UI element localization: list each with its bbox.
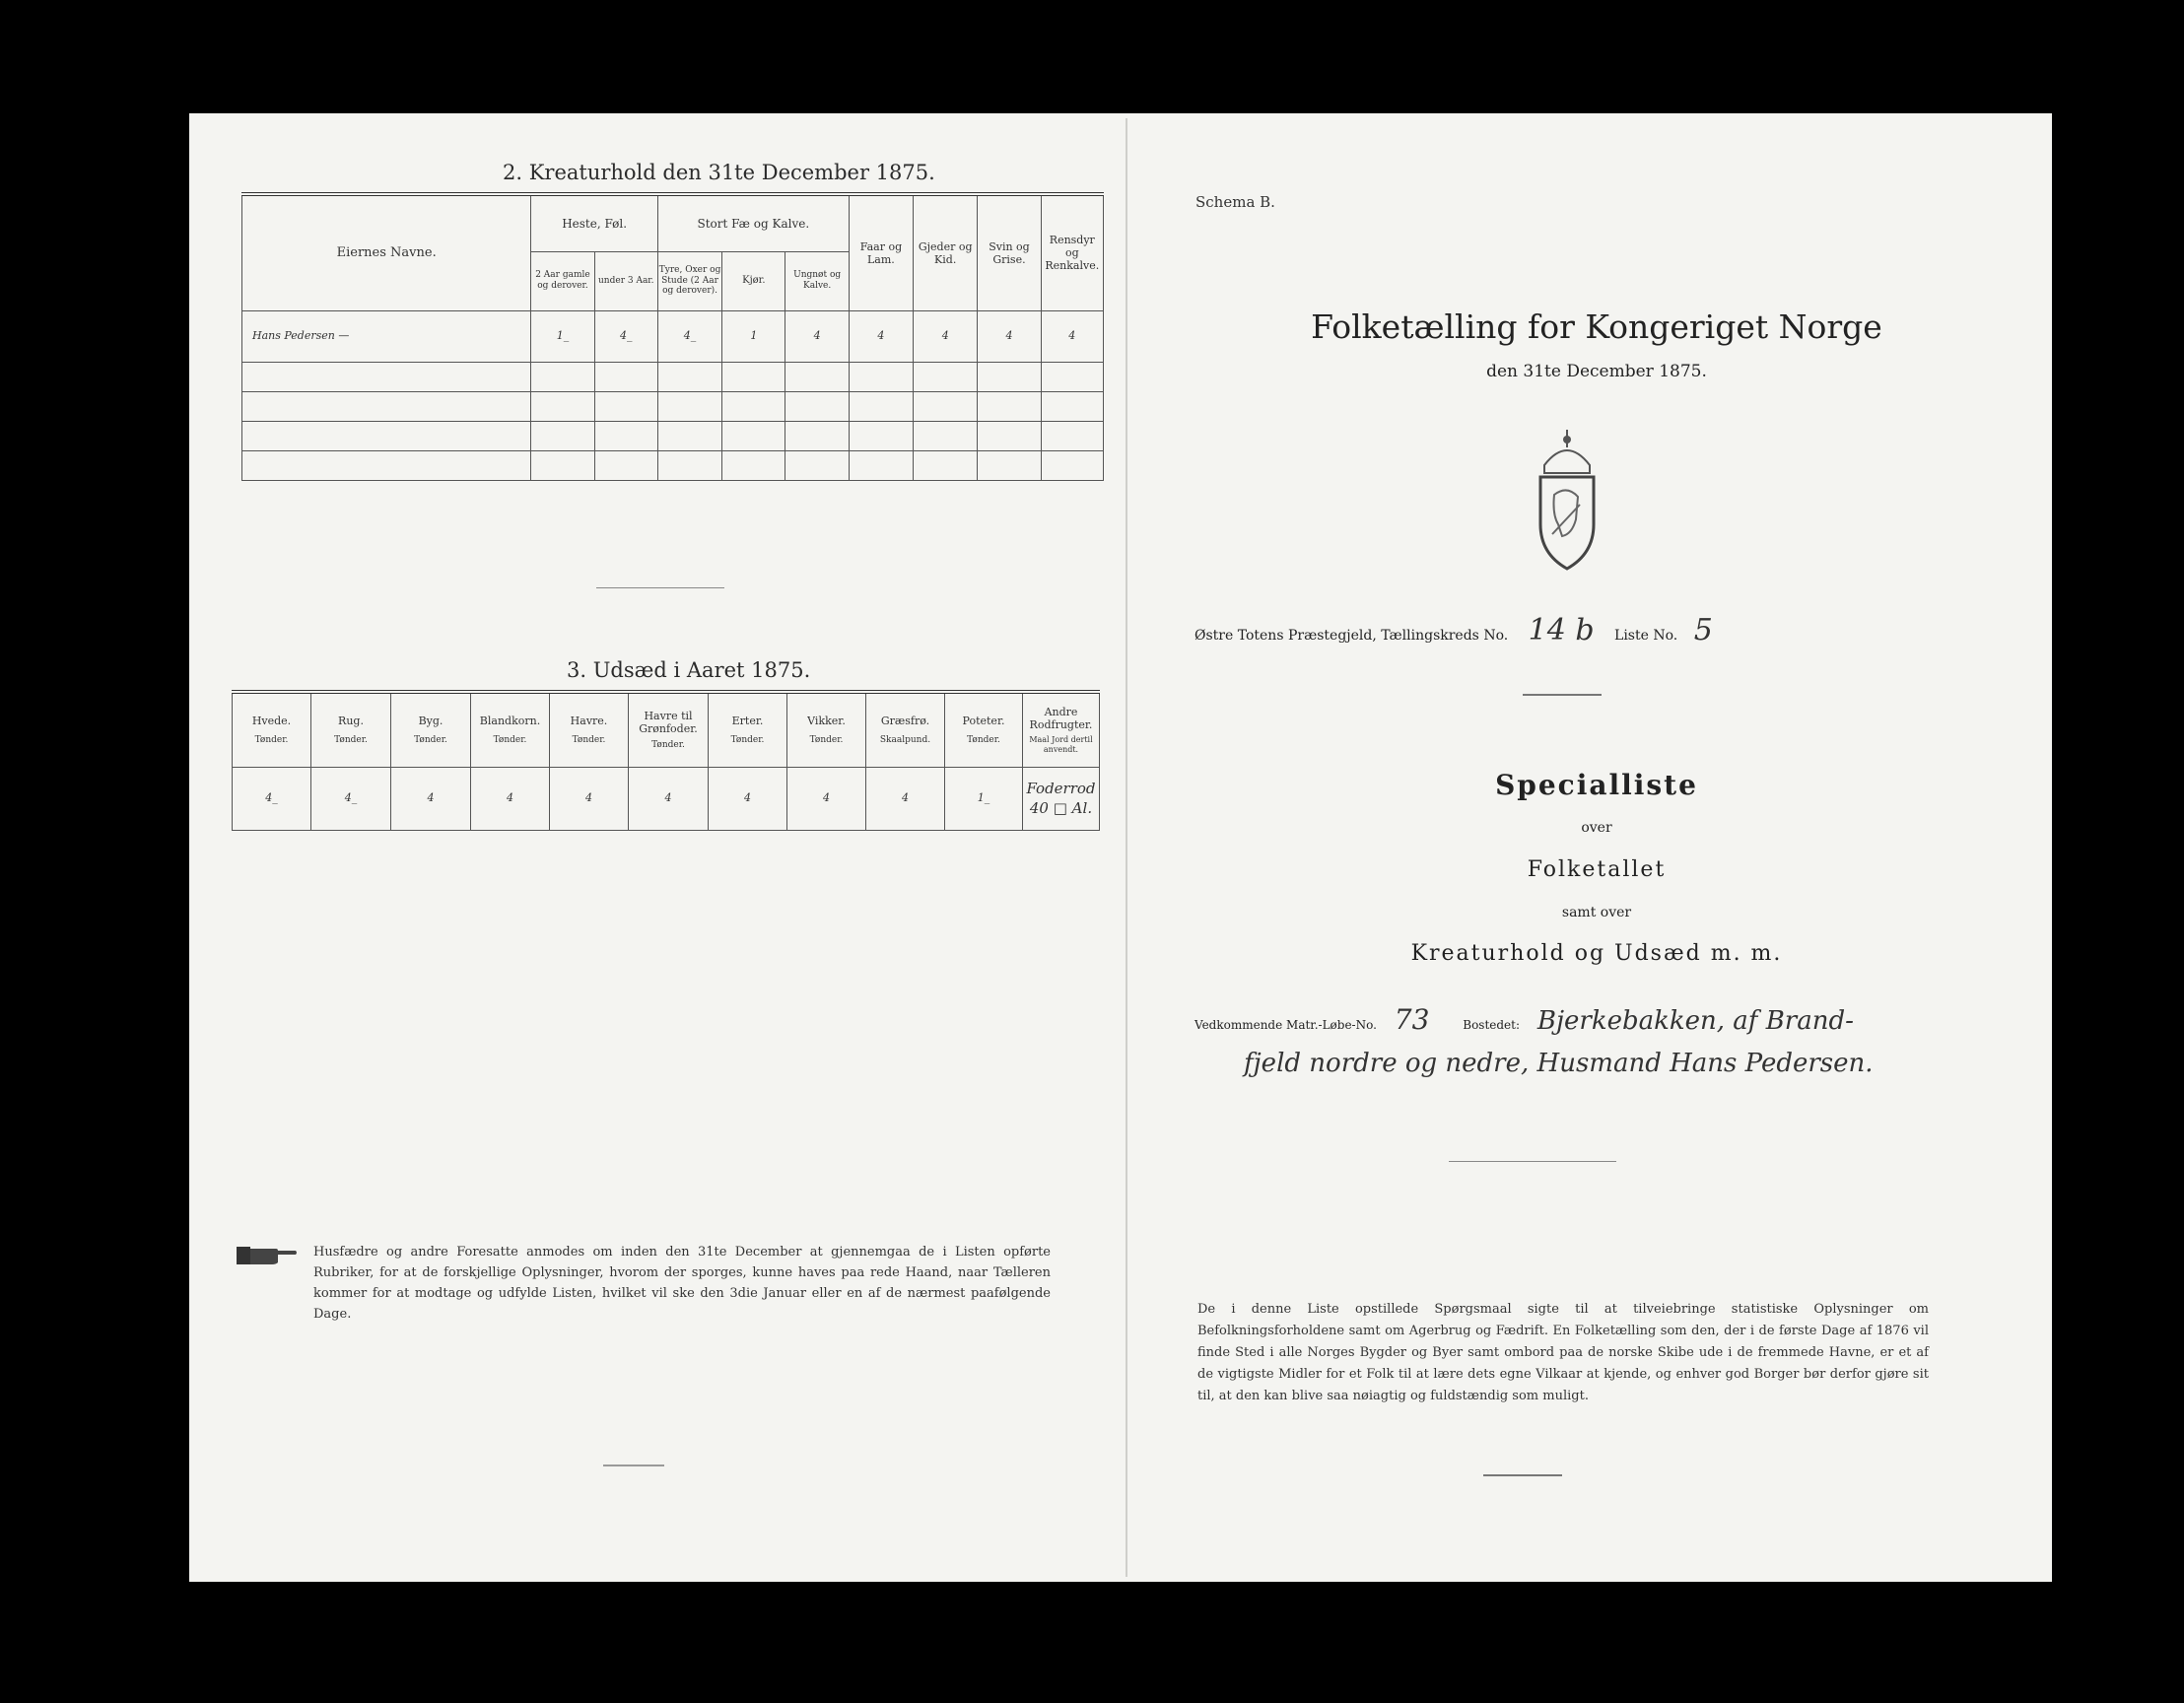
tyre-header: Tyre, Oxer og Stude (2 Aar og derover).: [657, 251, 721, 310]
cell-value: 4_: [594, 310, 657, 362]
samt-over-label: samt over: [1561, 905, 1632, 920]
table-row: [242, 310, 1104, 362]
heste-young-header: under 3 Aar.: [594, 251, 657, 310]
bosted-label: Bostedet:: [1463, 1018, 1521, 1032]
seed-heading: 3. Udsæd i Aaret 1875.: [567, 658, 811, 682]
info-paragraph: De i denne Liste opstillede Spørgsmaal sigte til at tilveiebringe statistiske Oplysninger om Befolkningsforholdene samt om Agerbrug og Fædrift. En Folketælling som den, der i de første Dage af 1876 vil finde Sted i alle Norges Bygder og Byer samt ombord paa de norske Skibe ude i de fremmede Havne, er et af de vigtigste Midler for et Folk til at lære dets egne Vilkaar at kjende, og enhver god Borger bør derfor gjøre sit til, at den kan blive saa nøiagtig og fuldstændig som muligt.: [1197, 1302, 1929, 1403]
cell-value: 4: [629, 767, 709, 830]
seed-table: [232, 690, 1100, 831]
vikker-header: Vikker. Tønder.: [787, 692, 866, 767]
cell-value: 4_: [233, 767, 311, 830]
matr-line: [1194, 1003, 1854, 1036]
table-row: [233, 767, 1100, 830]
cell-value: 1_: [945, 767, 1023, 830]
svin-header: Svin og Grise.: [978, 194, 1041, 310]
census-date: den 31te December 1875.: [1486, 362, 1707, 381]
graesfro-header: Græsfrø. Skaalpund.: [866, 692, 945, 767]
cell-value: 1: [722, 310, 785, 362]
coat-of-arms-icon: [1533, 426, 1602, 578]
separator: [1449, 1161, 1616, 1162]
cell-value: 4: [1041, 310, 1103, 362]
livestock-heading: 2. Kreaturhold den 31te December 1875.: [503, 161, 935, 184]
byg-header: Byg. Tønder.: [391, 692, 471, 767]
cell-value: 4: [391, 767, 471, 830]
cell-value: Foderrod 40 □ Al.: [1023, 767, 1100, 830]
over-label: over: [1581, 820, 1612, 836]
cell-value: 4: [914, 310, 978, 362]
page-title: Folketælling for Kongeriget Norge: [1311, 307, 1882, 346]
matr-label: Vedkommende Matr.-Løbe-No.: [1194, 1018, 1377, 1032]
rensdyr-header: Rensdyr og Renkalve.: [1041, 194, 1103, 310]
kreaturhold-heading: Kreaturhold og Udsæd m. m.: [1410, 941, 1783, 966]
ungnot-header: Ungnøt og Kalve.: [785, 251, 849, 310]
folketallet-heading: Folketallet: [1527, 857, 1667, 882]
notice-text: Husfædre og andre Foresatte anmodes om inden den 31te December at gjennemgaa de i Listen opførte Rubriker, for at de forskjellige Oplysninger, hvorom der sporges, kunne haves paa rede Haand, naar Tælleren kommer for at modtage og udfylde Listen, hvilket vil ske den 3die Januar eller en af de nærmest paafølgende Dage.: [313, 1245, 1051, 1322]
cell-value: 4: [849, 310, 913, 362]
krets-number: 14 b: [1528, 613, 1595, 647]
cell-value: 4: [866, 767, 945, 830]
bosted-line-2: fjeld nordre og nedre, Husmand Hans Pedersen.: [1244, 1049, 1874, 1078]
kjor-header: Kjør.: [722, 251, 785, 310]
liste-label: Liste No.: [1614, 628, 1678, 644]
poteter-header: Poteter. Tønder.: [945, 692, 1023, 767]
separator: [1483, 1474, 1562, 1476]
matr-number: 73: [1394, 1003, 1430, 1036]
cell-value: 1_: [531, 310, 594, 362]
bosted-line-1: Bjerkebakken, af Brand-: [1536, 1006, 1854, 1036]
table-row: [242, 362, 1104, 391]
owner-name: Hans Pedersen —: [242, 310, 531, 362]
liste-number: 5: [1693, 613, 1713, 647]
parish-label: Østre Totens Præstegjeld, Tællingskreds No.: [1194, 628, 1509, 644]
livestock-table: [241, 192, 1104, 481]
heste-old-header: 2 Aar gamle og derover.: [531, 251, 594, 310]
heste-header: Heste, Føl.: [531, 194, 658, 251]
hvede-header: Hvede. Tønder.: [233, 692, 311, 767]
andre-rodfrugter-header: Andre Rodfrugter. Maal Jord dertil anvendt.: [1023, 692, 1100, 767]
rug-header: Rug. Tønder.: [311, 692, 391, 767]
cell-value: 4_: [311, 767, 391, 830]
schema-label: Schema B.: [1195, 193, 1275, 211]
erter-header: Erter. Tønder.: [709, 692, 787, 767]
cell-value: 4: [785, 310, 849, 362]
table-row: [242, 391, 1104, 421]
specialliste-heading: Specialliste: [1495, 769, 1698, 801]
page-fold: [1126, 118, 1127, 1577]
havre-gronfoder-header: Havre til Grønfoder. Tønder.: [629, 692, 709, 767]
cell-value: 4: [978, 310, 1041, 362]
separator: [596, 587, 724, 588]
cell-value: 4: [471, 767, 550, 830]
gjeder-header: Gjeder og Kid.: [914, 194, 978, 310]
stort-fae-header: Stort Fæ og Kalve.: [657, 194, 849, 251]
blandkorn-header: Blandkorn. Tønder.: [471, 692, 550, 767]
table-row: [242, 450, 1104, 480]
owner-header: Eiernes Navne.: [242, 194, 531, 310]
table-row: [242, 421, 1104, 450]
havre-header: Havre. Tønder.: [550, 692, 629, 767]
parish-line: [1194, 613, 1713, 647]
separator: [1523, 694, 1602, 696]
cell-value: 4: [787, 767, 866, 830]
cell-value: 4: [550, 767, 629, 830]
faar-header: Faar og Lam.: [849, 194, 913, 310]
cell-value: 4: [709, 767, 787, 830]
cell-value: 4_: [657, 310, 721, 362]
pointing-hand-icon: [237, 1244, 298, 1271]
separator: [603, 1465, 664, 1466]
